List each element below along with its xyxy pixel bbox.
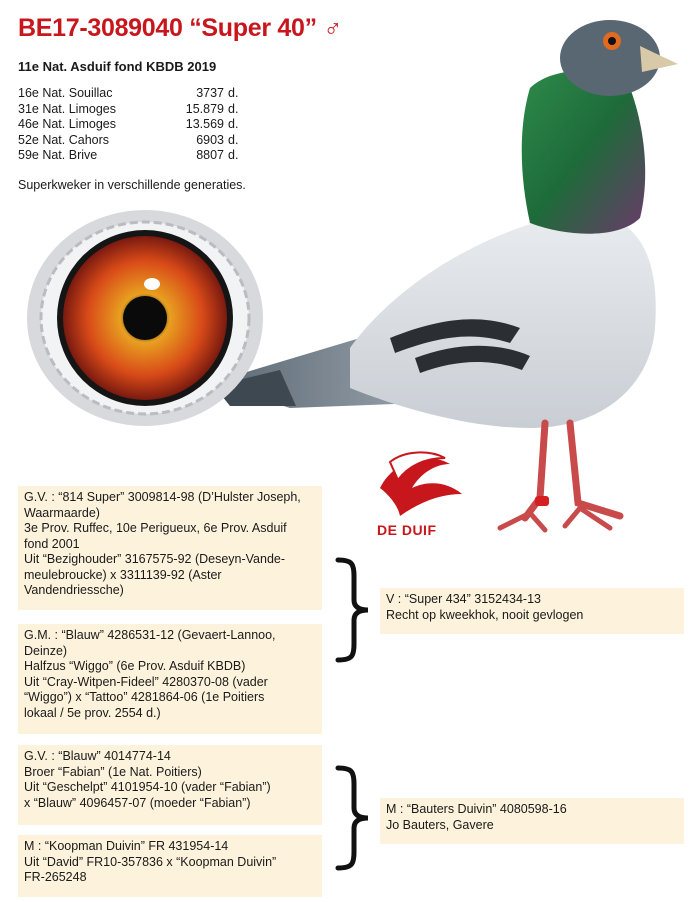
page-title: BE17-3089040 “Super 40” ♂ <box>18 14 342 42</box>
result-unit: d. <box>228 148 239 162</box>
result-points: 13.569 <box>185 117 224 131</box>
result-unit: d. <box>228 117 239 131</box>
pedigree-line: 3e Prov. Ruffec, 10e Perigueux, 6e Prov. Asduif <box>24 521 287 535</box>
pedigree-line: Uit “Cray-Witpen-Fideel” 4280370-08 (vader <box>24 674 268 689</box>
result-unit: d. <box>228 86 239 100</box>
pedigree-line: Recht op kweekhok, nooit gevlogen <box>386 607 584 622</box>
pedigree-line: M : “Koopman Duivin” FR 431954-14 <box>24 839 229 853</box>
result-race: 46e Nat. Limoges <box>18 117 116 131</box>
pedigree-line: Uit “Geschelpt” 4101954-10 (vader “Fabian”) <box>24 780 271 794</box>
result-points: 3737 <box>196 86 224 100</box>
result-points: 8807 <box>196 148 224 162</box>
mother-box <box>380 798 684 844</box>
result-race: 59e Nat. Brive <box>18 148 98 162</box>
pedigree-line: Halfzus “Wiggo” (6e Prov. Asduif KBDB) <box>24 659 246 673</box>
brace-mother <box>334 764 374 872</box>
pedigree-line: G.M. : “Blauw” 4286531-12 (Gevaert-Lannoo, <box>24 628 276 642</box>
pedigree-line: “Wiggo”) x “Tattoo” 4281864-06 (1e Poitiers <box>24 690 265 704</box>
pedigree-line: Jo Bauters, Gavere <box>386 817 494 832</box>
pedigree-line: lokaal / 5e prov. 2554 d.) <box>24 705 161 720</box>
pedigree-line: M : “Bauters Duivin” 4080598-16 <box>386 802 567 816</box>
pedigree-line: Vandendriessche) <box>24 583 124 597</box>
pedigree-line: Waarmaarde) <box>24 505 100 520</box>
pedigree-line: fond 2001 <box>24 536 80 551</box>
pedigree-line: G.V. : “Blauw” 4014774-14 <box>24 749 171 763</box>
pedigree-line: Deinze) <box>24 643 68 658</box>
result-race: 31e Nat. Limoges <box>18 101 116 116</box>
grandmother-maternal-box <box>18 835 322 897</box>
pedigree-line: Uit “David” FR10-357836 x “Koopman Duivin” <box>24 854 277 869</box>
result-race: 16e Nat. Souillac <box>18 86 113 100</box>
result-race: 52e Nat. Cahors <box>18 132 110 147</box>
father-box <box>380 588 684 634</box>
pedigree-line: x “Blauw” 4096457-07 (moeder “Fabian”) <box>24 795 251 810</box>
pedigree-line: meulebroucke) x 3311139-92 (Aster <box>24 567 222 582</box>
pigeon-eye-photo <box>20 200 270 430</box>
de-duif-logo-text: DE DUIF <box>377 522 437 538</box>
de-duif-logo <box>370 450 470 525</box>
pedigree-line: G.V. : “814 Super” 3009814-98 (D’Hulster Joseph, <box>24 490 301 504</box>
brace-father <box>334 556 374 664</box>
pedigree-line: FR-265248 <box>24 870 87 884</box>
pedigree-line: Broer “Fabian” (1e Nat. Poitiers) <box>24 764 202 779</box>
result-unit: d. <box>228 132 239 147</box>
grandmother-paternal-box <box>18 624 322 734</box>
breeder-note: Superkweker in verschillende generaties. <box>18 178 246 192</box>
grandfather-maternal-box <box>18 745 322 825</box>
result-points: 6903 <box>196 132 224 147</box>
grandfather-paternal-box <box>18 486 322 610</box>
pedigree-line: Uit “Bezighouder” 3167575-92 (Deseyn-Vande- <box>24 552 286 566</box>
pedigree-line: V : “Super 434” 3152434-13 <box>386 592 541 606</box>
result-unit: d. <box>228 101 239 116</box>
result-points: 15.879 <box>185 101 224 116</box>
page-subtitle: 11e Nat. Asduif fond KBDB 2019 <box>18 59 217 74</box>
